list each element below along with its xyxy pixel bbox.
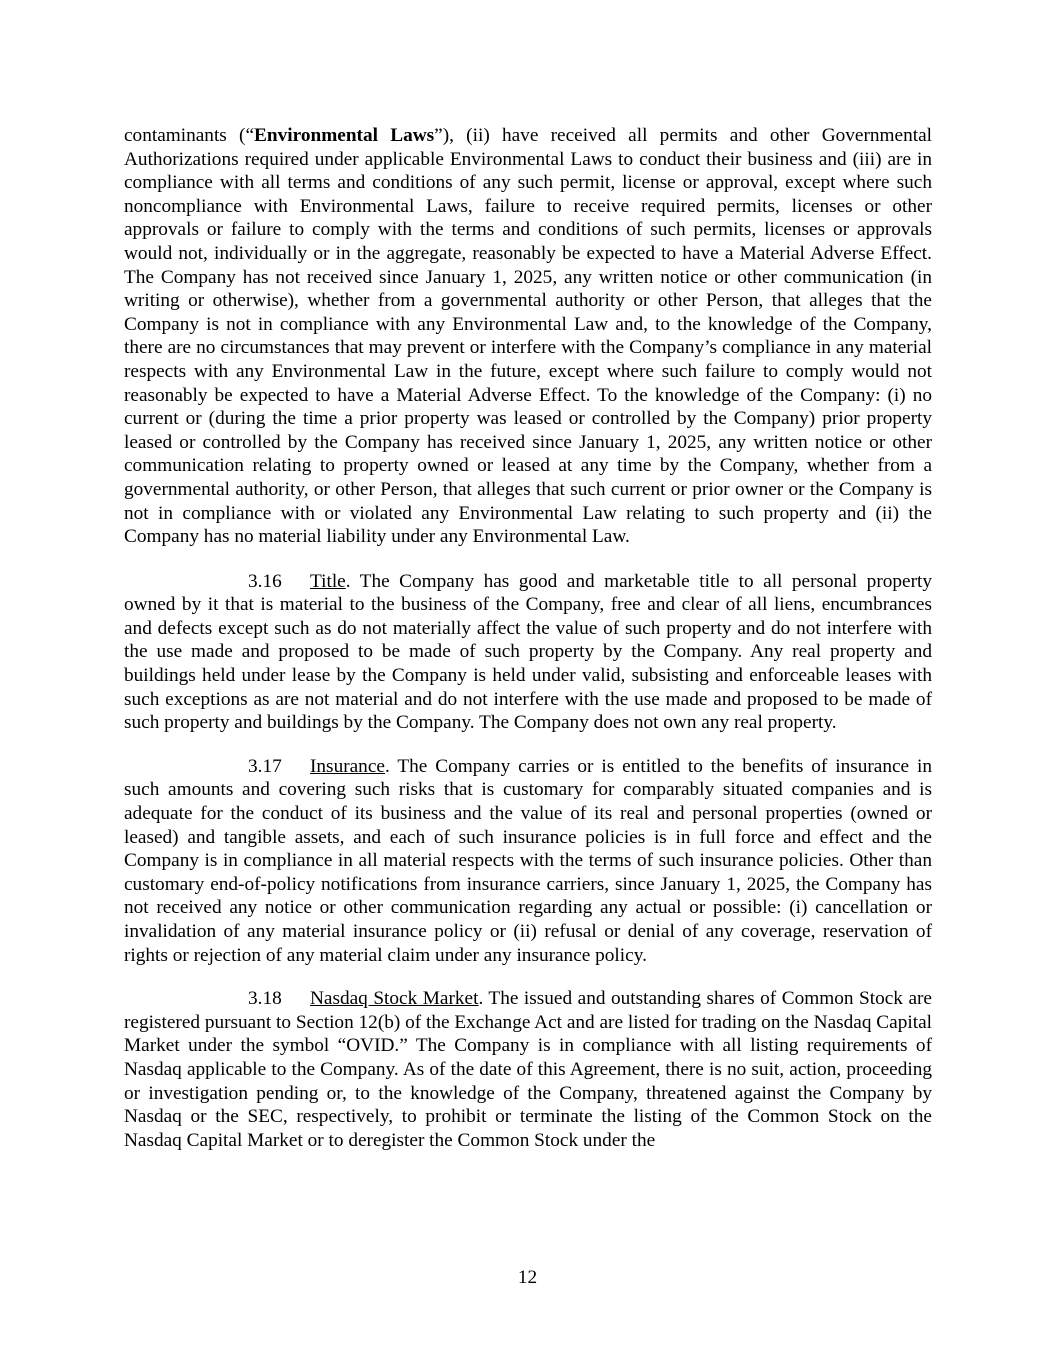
- section-heading-insurance: Insurance: [310, 755, 385, 777]
- section-body: . The Company carries or is entitled to the benefits of insurance in such amounts and covering such risks that is customary for comparably situated companies and is adequate for the conduct of its business and the value of its real and personal properties (owned or leased) and tangible assets, and each of such insurance policies is in full force and effect and the Company is in compliance in all material respects with the terms of such insurance policies. Other than customary end-of-policy notifications from insurance carriers, since January 1, 2025, the Company has not received any notice or other communication regarding any actual or possible: (i) cancellation or invalidation of any material insurance policy or (ii) refusal or denial of any coverage, reservation of rights or rejection of any material claim under any insurance policy.: [124, 755, 932, 966]
- section-3-18-paragraph: [124, 987, 932, 1152]
- section-heading-title: Title: [310, 570, 346, 592]
- section-heading-nasdaq-stock-market: Nasdaq Stock Market: [310, 988, 479, 1010]
- section-3-16-paragraph: [124, 570, 932, 735]
- section-body: . The issued and outstanding shares of Common Stock are registered pursuant to Section 12(b) of the Exchange Act and are listed for trading on the Nasdaq Capital Market under the symbol “OVID.” The Company is in compliance with all listing requirements of Nasdaq applicable to the Company. As of the date of this Agreement, there is no suit, action, proceeding or investigation pending or, to the knowledge of the Company, threatened against the Company by Nasdaq or the SEC, respectively, to prohibit or terminate the listing of the Common Stock on the Nasdaq Capital Market or to deregister the Common Stock under the: [124, 988, 932, 1151]
- section-3-17-paragraph: [124, 755, 932, 967]
- section-number: 3.18: [248, 988, 282, 1010]
- intro-after-term: ”), (ii) have received all permits and other Governmental Authorizations required under applicable Environmental Laws to conduct their business and (iii) are in compliance with all terms and conditions of any such permit, license or approval, except where such noncompliance with Environmental Laws, failure to receive required permits, licenses or other approvals or failure to comply with the terms and conditions of such permits, licenses or approvals would not, individually or in the aggregate, reasonably be expected to have a Material Adverse Effect. The Company has not received since January 1, 2025, any written notice or other communication (in writing or otherwise), whether from a governmental authority or other Person, that alleges that the Company is not in compliance with any Environmental Law and, to the knowledge of the Company, there are no circumstances that may prevent or interfere with the Company’s compliance in any material respects with any Environmental Law in the future, except where such failure to comply would not reasonably be expected to have a Material Adverse Effect. To the knowledge of the Company: (i) no current or (during the time a prior property was leased or controlled by the Company) prior property leased or controlled by the Company has received since January 1, 2025, any written notice or other communication relating to property owned or leased at any time by the Company, whether from a governmental authority, or other Person, that alleges that such current or prior owner or the Company is not in compliance with or violated any Environmental Law relating to such property and (ii) the Company has no material liability under any Environmental Law.: [124, 125, 933, 548]
- section-body: . The Company has good and marketable title to all personal property owned by it that is material to the business of the Company, free and clear of all liens, encumbrances and defects except such as do not materially affect the value of such property and do not interfere with the use made and proposed to be made of such property by the Company. Any real property and buildings held under lease by the Company is held under valid, subsisting and enforceable leases with such exceptions as are not material and do not interfere with the use made and proposed to be made of such property and buildings by the Company. The Company does not own any real property.: [124, 570, 932, 734]
- page-number: 12: [517, 1267, 538, 1288]
- intro-before-term: contaminants (“: [124, 125, 255, 146]
- section-number: 3.17: [248, 755, 282, 777]
- environmental-laws-paragraph: [124, 124, 932, 549]
- document-page: [124, 124, 932, 1172]
- defined-term-environmental-laws: Environmental Laws: [254, 125, 435, 146]
- section-number: 3.16: [248, 570, 282, 592]
